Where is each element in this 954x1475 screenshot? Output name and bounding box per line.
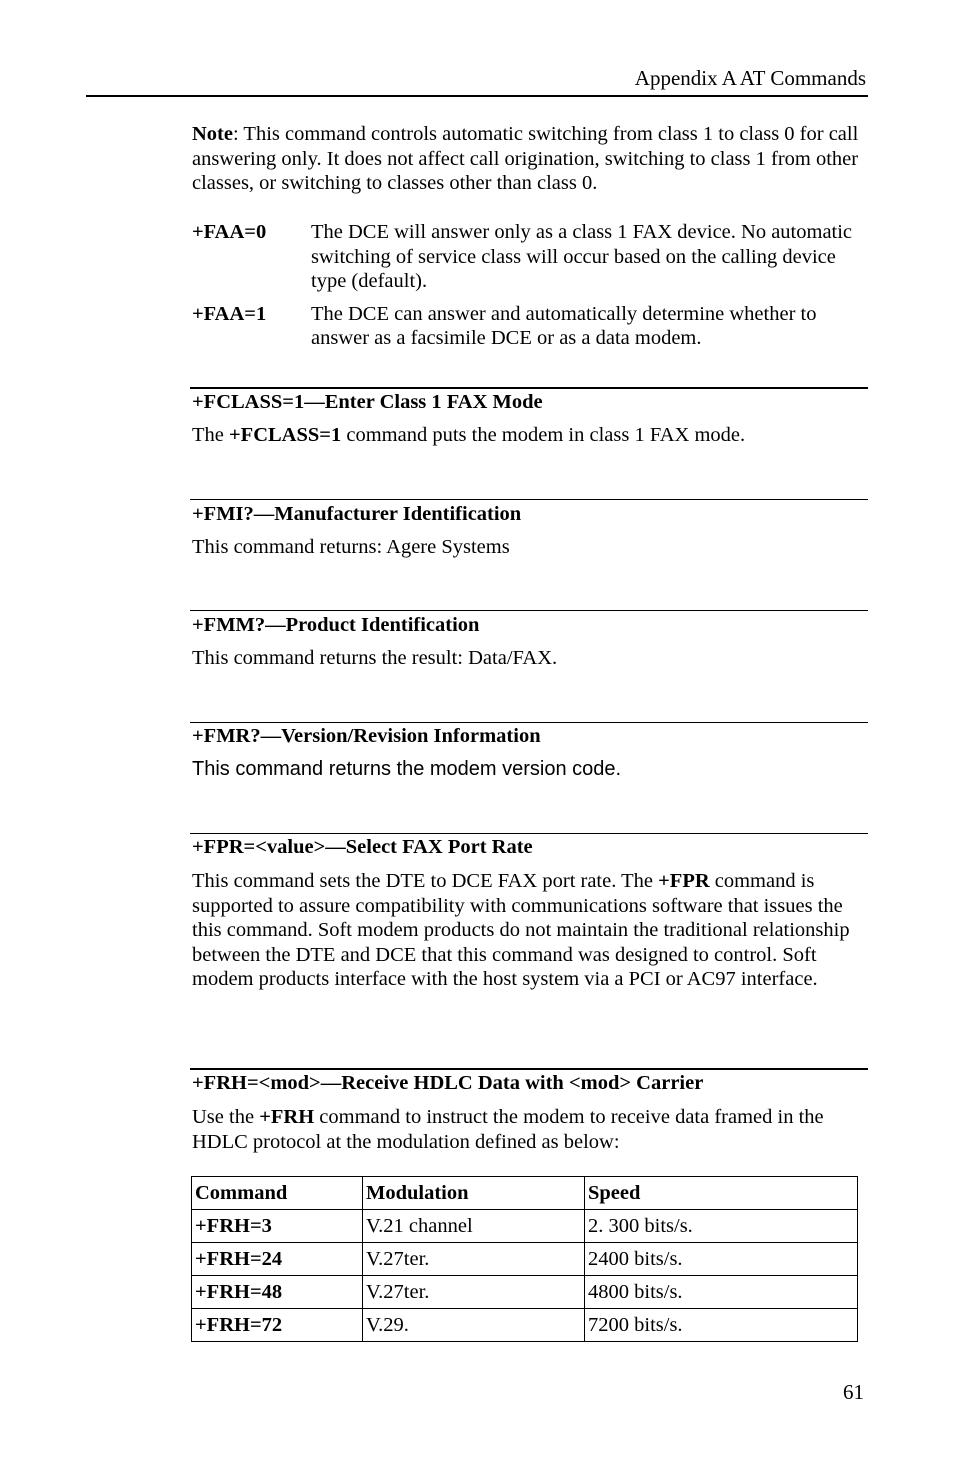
faa-option-list [192,220,868,351]
table-row [192,1276,858,1309]
fpr-body-post: command is supported to assure compatibility with communications software that issues the this command. Soft modem products do not maintain the traditional relationship between the DTE and DCE that this command was designed to control. Soft modem products interface with the host system via a PCI or AC97 interface. [192,870,850,990]
faa-option-desc: The DCE will answer only as a class 1 FAX device. No automatic switching of service class will occur based on the calling device type (default). [311,221,853,292]
note-paragraph [192,122,868,196]
table-header-cell: Modulation [363,1177,585,1210]
faa-option-1 [192,302,868,351]
table-cell-command: +FRH=48 [192,1276,363,1309]
fpr-cmd: +FPR [658,870,710,892]
section-rule [190,833,868,834]
fpr-body-pre: This command sets the DTE to DCE FAX port rate. The [192,870,659,892]
page-number: 61 [843,1380,864,1404]
fmm-section-title: +FMM?—Product Identification [192,614,480,636]
fpr-body [192,869,868,992]
header-rule [86,95,868,97]
frh-modulation-table [191,1176,858,1342]
frh-section-title: +FRH=<mod>—Receive HDLC Data with <mod> Carrier [192,1072,704,1094]
frh-body-pre: Use the [192,1106,260,1128]
table-cell-speed: 4800 bits/s. [585,1276,858,1309]
faa-option-desc: The DCE can answer and automatically determine whether to answer as a facsimile DCE or as a data modem. [311,302,817,349]
fclass-body-pre: The [192,424,229,446]
table-cell-speed: 2400 bits/s. [585,1243,858,1276]
section-rule [190,722,868,723]
fmm-body: This command returns the result: Data/FAX. [192,647,558,669]
table-row [192,1243,858,1276]
table-row [192,1309,858,1342]
fmi-section-title: +FMI?—Manufacturer Identification [192,503,522,525]
fclass-cmd: +FCLASS=1 [229,424,342,446]
fclass-section-title: +FCLASS=1—Enter Class 1 FAX Mode [192,391,543,413]
faa-option-0 [192,220,868,294]
frh-body-post: command to instruct the modem to receive data framed in the HDLC protocol at the modulation defined as below: [192,1106,824,1153]
note-text: : This command controls automatic switching from class 1 to class 0 for call answering only. It does not affect call origination, switching to class 1 from other classes, or switching to classes other than class 0. [192,123,859,194]
section-rule [190,610,868,611]
table-row [192,1210,858,1243]
note-label: Note [192,123,233,145]
fclass-body [192,423,868,448]
table-cell-speed: 7200 bits/s. [585,1309,858,1342]
fpr-section-title: +FPR=<value>—Select FAX Port Rate [192,836,533,858]
fmr-section-title: +FMR?—Version/Revision Information [192,725,541,747]
table-cell-command: +FRH=3 [192,1210,363,1243]
faa-option-term: +FAA=0 [192,221,267,243]
table-header-cell: Speed [585,1177,858,1210]
section-rule [190,387,868,389]
fclass-body-post: command puts the modem in class 1 FAX mode. [341,424,746,446]
fmi-body: This command returns: Agere Systems [192,536,510,558]
table-cell-modulation: V.27ter. [363,1243,585,1276]
faa-option-term: +FAA=1 [192,302,267,325]
table-cell-modulation: V.21 channel [363,1210,585,1243]
running-header: Appendix A AT Commands [634,66,866,90]
table-cell-command: +FRH=24 [192,1243,363,1276]
section-rule [190,1068,868,1070]
frh-body [192,1105,868,1154]
table-header-row [192,1177,858,1210]
table-cell-modulation: V.27ter. [363,1276,585,1309]
section-rule [190,499,868,500]
table-cell-command: +FRH=72 [192,1309,363,1342]
table-cell-modulation: V.29. [363,1309,585,1342]
fmr-body: This command returns the modem version code. [192,758,622,780]
table-header-cell: Command [192,1177,363,1210]
table-cell-speed: 2. 300 bits/s. [585,1210,858,1243]
frh-cmd: +FRH [259,1106,315,1128]
